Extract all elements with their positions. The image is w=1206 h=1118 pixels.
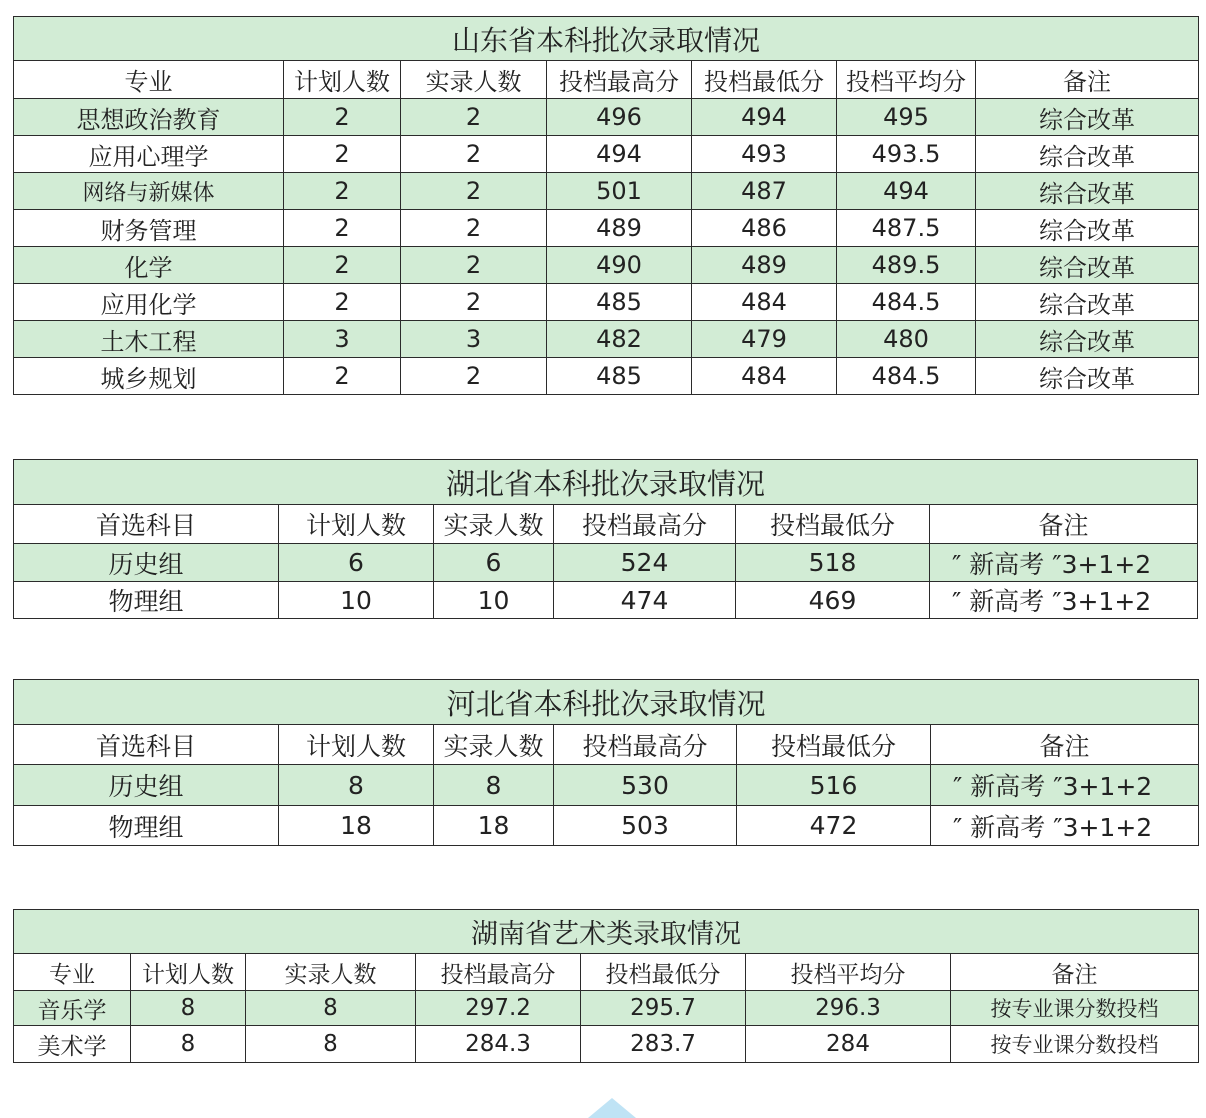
cell: 484.5 <box>837 358 976 395</box>
cell: 8 <box>131 1026 246 1063</box>
cell: 2 <box>284 173 401 210</box>
cell: 2 <box>284 284 401 321</box>
cell: 296.3 <box>746 991 951 1026</box>
header-row <box>14 61 1199 99</box>
table-title: 河北省本科批次录取情况 <box>14 680 1199 725</box>
column-header: 投档最低分 <box>692 61 837 99</box>
table-row <box>14 210 1199 247</box>
column-header: 投档最低分 <box>581 954 746 991</box>
cell: 518 <box>736 544 930 582</box>
cell: 485 <box>547 284 692 321</box>
shandong-admission-table <box>13 16 1199 395</box>
cell: 8 <box>131 991 246 1026</box>
cell: 479 <box>692 321 837 358</box>
cell: 516 <box>737 765 931 806</box>
cell: 485 <box>547 358 692 395</box>
column-header: 专业 <box>14 954 131 991</box>
table-row <box>14 544 1198 582</box>
cell: 2 <box>284 136 401 173</box>
cell: 2 <box>284 247 401 284</box>
table-row <box>14 582 1198 619</box>
cell: 综合改革 <box>976 173 1199 210</box>
table-row <box>14 284 1199 321</box>
cell: 482 <box>547 321 692 358</box>
table-row <box>14 247 1199 284</box>
column-header: 投档平均分 <box>746 954 951 991</box>
table-row <box>14 1026 1199 1063</box>
column-header: 备注 <box>930 505 1198 544</box>
cell: 3 <box>284 321 401 358</box>
cell: 综合改革 <box>976 210 1199 247</box>
table-row <box>14 173 1199 210</box>
column-header: 计划人数 <box>131 954 246 991</box>
cell: 综合改革 <box>976 99 1199 136</box>
cell: 474 <box>554 582 736 619</box>
column-header: 计划人数 <box>284 61 401 99</box>
table-row <box>14 806 1199 846</box>
cell: 综合改革 <box>976 136 1199 173</box>
cell: 历史组 <box>14 544 279 582</box>
cell: 3 <box>401 321 547 358</box>
cell: 283.7 <box>581 1026 746 1063</box>
cell: 6 <box>434 544 554 582</box>
cell: 503 <box>554 806 737 846</box>
cell: 495 <box>837 99 976 136</box>
cell: 489 <box>547 210 692 247</box>
cell: 486 <box>692 210 837 247</box>
cell: 应用化学 <box>14 284 284 321</box>
cell: 469 <box>736 582 930 619</box>
hunan-admission-table <box>13 909 1199 1063</box>
cell: 484.5 <box>837 284 976 321</box>
cell: 494 <box>692 99 837 136</box>
column-header: 计划人数 <box>279 725 434 765</box>
cell: 284 <box>746 1026 951 1063</box>
column-header: 备注 <box>951 954 1199 991</box>
cell: 综合改革 <box>976 321 1199 358</box>
column-header: 备注 <box>976 61 1199 99</box>
cell: 2 <box>401 247 547 284</box>
cell: 思想政治教育 <box>14 99 284 136</box>
cell: 综合改革 <box>976 247 1199 284</box>
cell: 按专业课分数投档 <box>951 991 1199 1026</box>
cell: ″ 新高考 ″3+1+2 <box>931 806 1199 846</box>
table-row <box>14 99 1199 136</box>
cell: 2 <box>401 210 547 247</box>
table-title: 湖北省本科批次录取情况 <box>14 460 1198 505</box>
cell: 2 <box>401 136 547 173</box>
cell: 6 <box>279 544 434 582</box>
cell: 530 <box>554 765 737 806</box>
column-header: 投档最低分 <box>737 725 931 765</box>
cell: 8 <box>279 765 434 806</box>
cell: 2 <box>284 210 401 247</box>
cell: 480 <box>837 321 976 358</box>
cell: 综合改革 <box>976 358 1199 395</box>
column-header: 投档最高分 <box>547 61 692 99</box>
cell: 2 <box>401 173 547 210</box>
cell: 美术学 <box>14 1026 131 1063</box>
cell: 财务管理 <box>14 210 284 247</box>
cell: 297.2 <box>416 991 581 1026</box>
cell: 489.5 <box>837 247 976 284</box>
column-header: 投档最高分 <box>554 725 737 765</box>
cell: 土木工程 <box>14 321 284 358</box>
table-row <box>14 991 1199 1026</box>
table-row <box>14 358 1199 395</box>
cell: 501 <box>547 173 692 210</box>
cell: 化学 <box>14 247 284 284</box>
cell: 524 <box>554 544 736 582</box>
column-header: 实录人数 <box>434 505 554 544</box>
cell: 历史组 <box>14 765 279 806</box>
table-row <box>14 321 1199 358</box>
column-header: 首选科目 <box>14 505 279 544</box>
cell: 2 <box>401 284 547 321</box>
cell: ″ 新高考 ″3+1+2 <box>930 582 1198 619</box>
column-header: 投档最高分 <box>416 954 581 991</box>
cell: ″ 新高考 ″3+1+2 <box>931 765 1199 806</box>
column-header: 备注 <box>931 725 1199 765</box>
cell: 10 <box>434 582 554 619</box>
cell: 484 <box>692 358 837 395</box>
table-title: 山东省本科批次录取情况 <box>14 17 1199 61</box>
column-header: 投档最高分 <box>554 505 736 544</box>
column-header: 计划人数 <box>279 505 434 544</box>
header-row <box>14 954 1199 991</box>
table-row <box>14 765 1199 806</box>
cell: 8 <box>434 765 554 806</box>
column-header: 实录人数 <box>434 725 554 765</box>
cell: 10 <box>279 582 434 619</box>
column-header: 实录人数 <box>246 954 416 991</box>
cell: 应用心理学 <box>14 136 284 173</box>
cell: 490 <box>547 247 692 284</box>
cell: 496 <box>547 99 692 136</box>
cell: 493.5 <box>837 136 976 173</box>
cell: 8 <box>246 1026 416 1063</box>
cell: 按专业课分数投档 <box>951 1026 1199 1063</box>
cell: 18 <box>434 806 554 846</box>
cell: 城乡规划 <box>14 358 284 395</box>
column-header: 首选科目 <box>14 725 279 765</box>
cell: 487.5 <box>837 210 976 247</box>
cell: 综合改革 <box>976 284 1199 321</box>
cell: 2 <box>401 358 547 395</box>
cell: 音乐学 <box>14 991 131 1026</box>
cell: 494 <box>837 173 976 210</box>
cell: 物理组 <box>14 582 279 619</box>
column-header: 投档最低分 <box>736 505 930 544</box>
hubei-admission-table <box>13 459 1198 619</box>
cell: 2 <box>284 358 401 395</box>
cell: 484 <box>692 284 837 321</box>
column-header: 专业 <box>14 61 284 99</box>
cell: 网络与新媒体 <box>14 173 284 210</box>
column-header: 投档平均分 <box>837 61 976 99</box>
column-header: 实录人数 <box>401 61 547 99</box>
cell: 472 <box>737 806 931 846</box>
cell: 2 <box>401 99 547 136</box>
table-title: 湖南省艺术类录取情况 <box>14 910 1199 954</box>
cell: 284.3 <box>416 1026 581 1063</box>
cell: ″ 新高考 ″3+1+2 <box>930 544 1198 582</box>
cell: 295.7 <box>581 991 746 1026</box>
header-row <box>14 505 1198 544</box>
cell: 487 <box>692 173 837 210</box>
cell: 489 <box>692 247 837 284</box>
cell: 18 <box>279 806 434 846</box>
hebei-admission-table <box>13 679 1199 846</box>
cell: 494 <box>547 136 692 173</box>
table-row <box>14 136 1199 173</box>
cell: 493 <box>692 136 837 173</box>
watermark-shape <box>588 1098 636 1118</box>
cell: 8 <box>246 991 416 1026</box>
header-row <box>14 725 1199 765</box>
cell: 物理组 <box>14 806 279 846</box>
cell: 2 <box>284 99 401 136</box>
